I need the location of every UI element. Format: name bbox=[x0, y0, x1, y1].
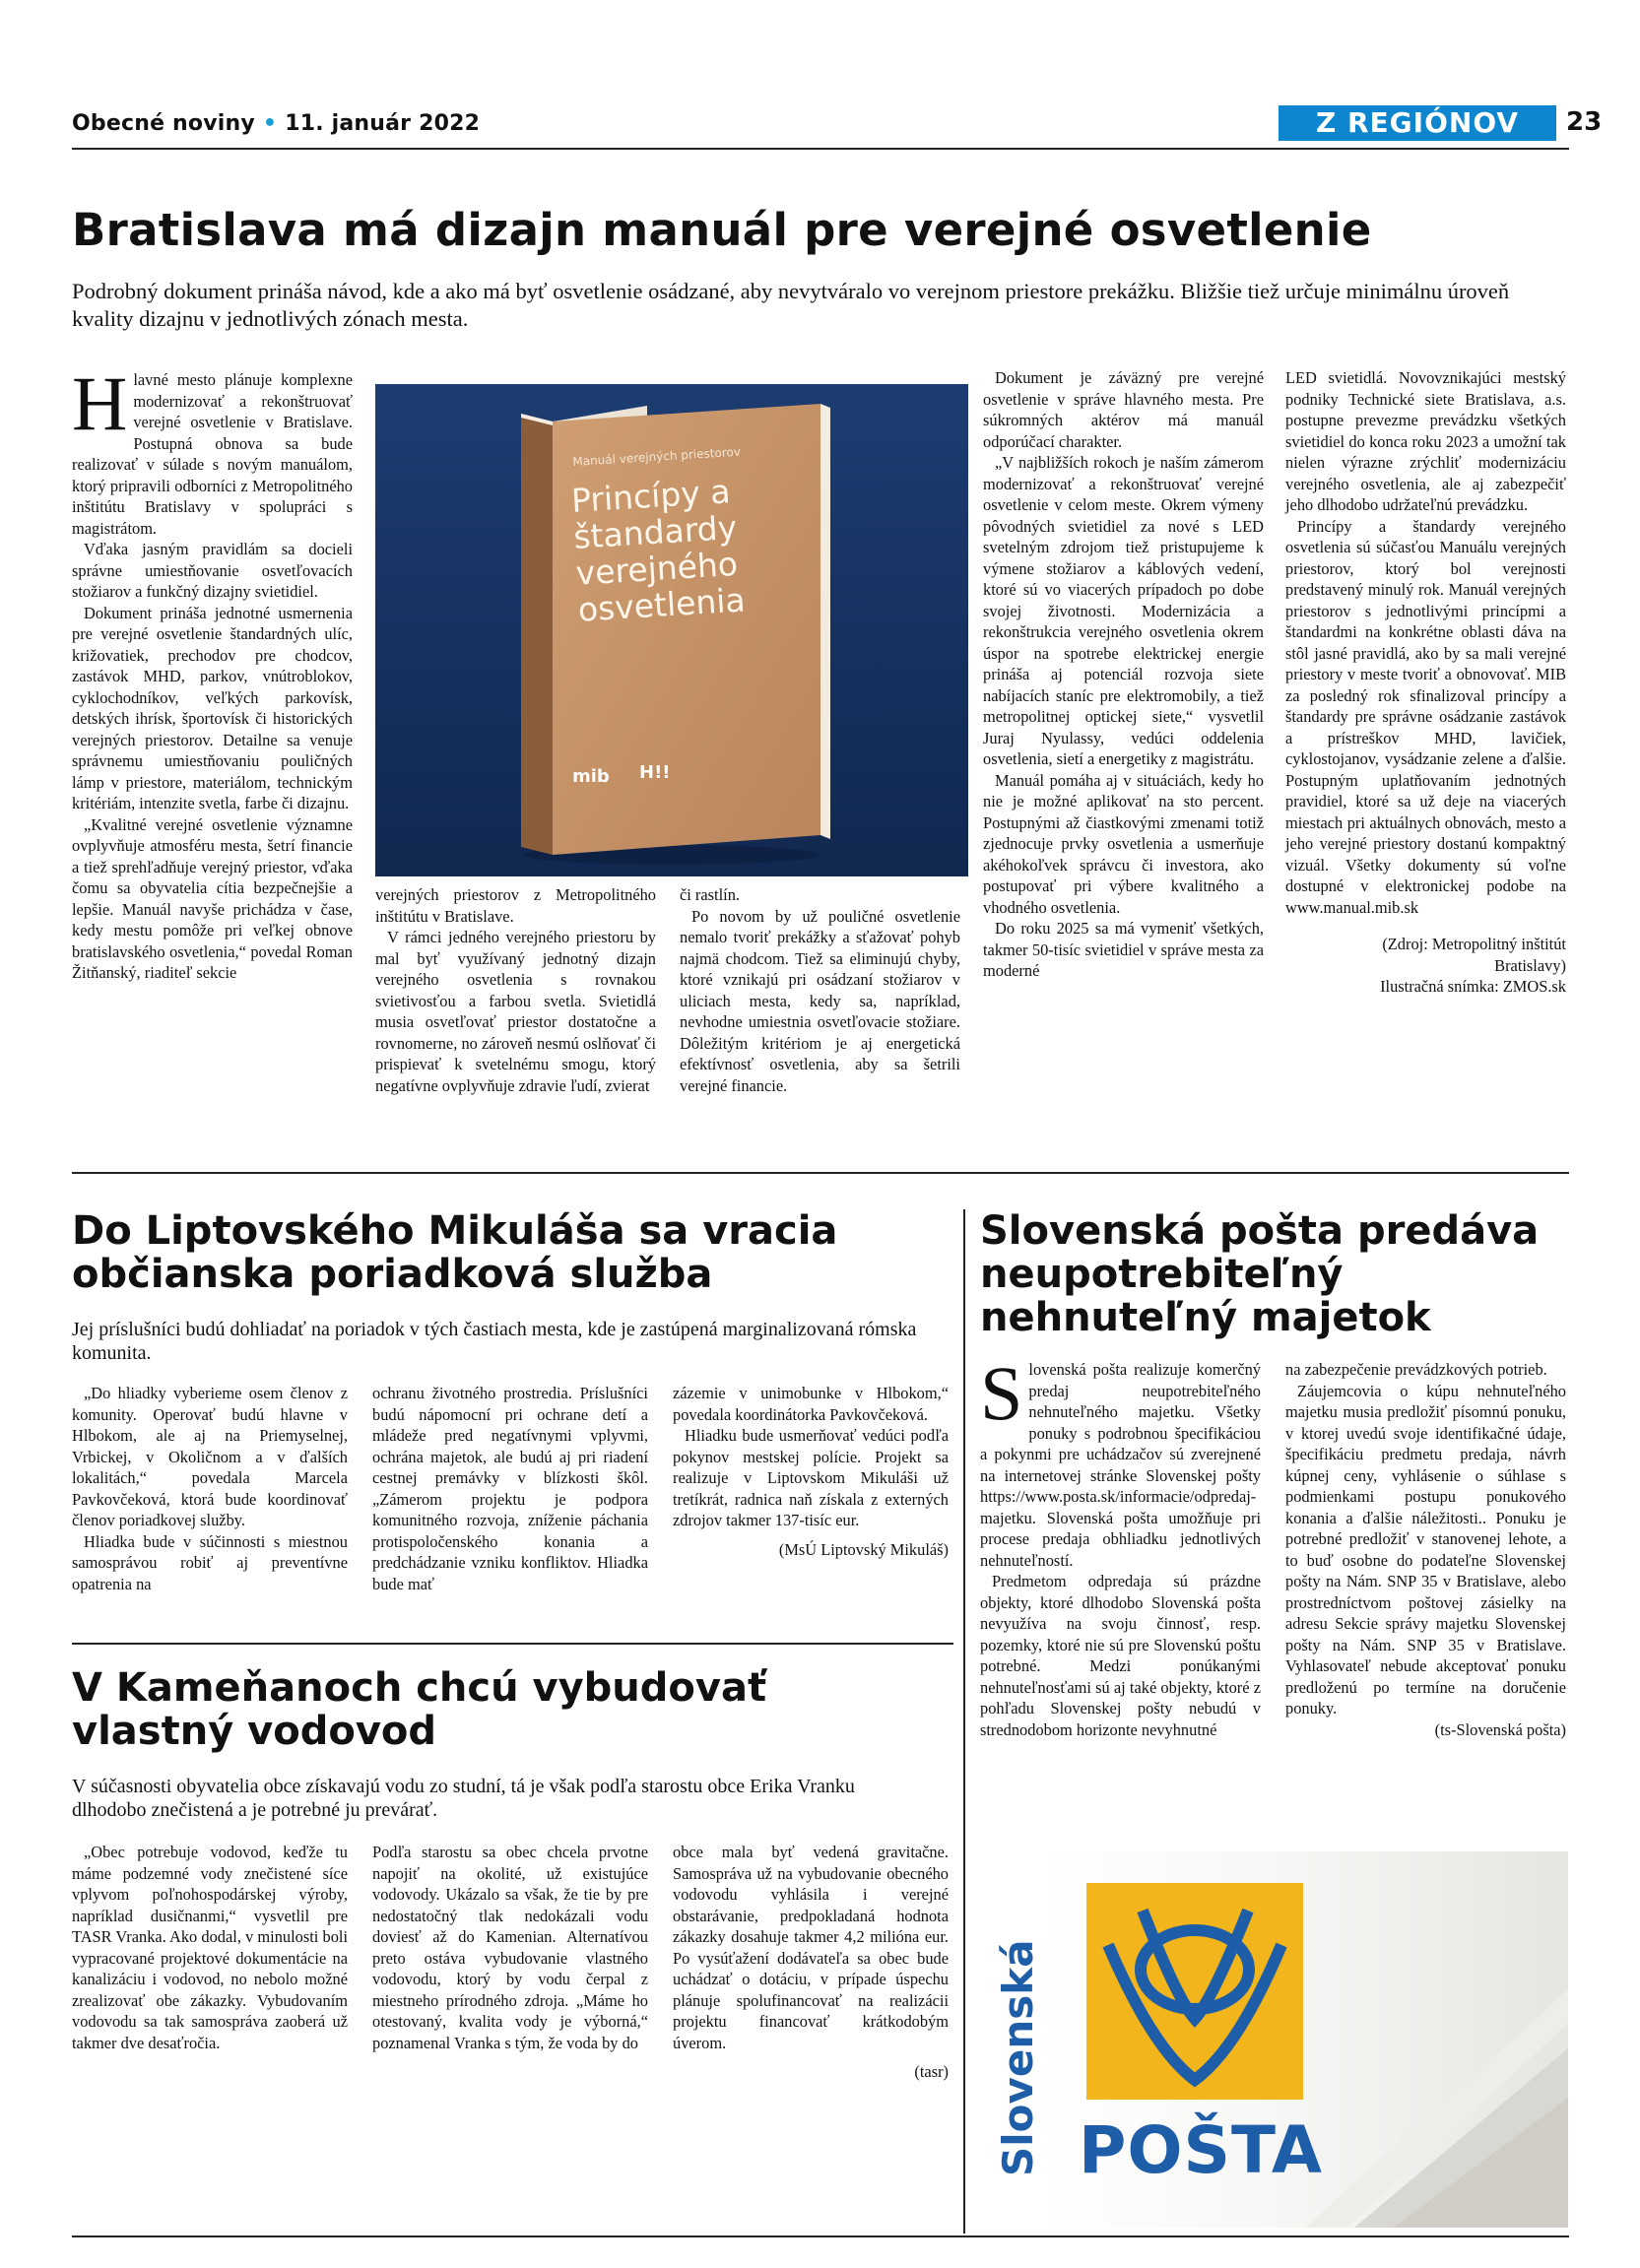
paper-name: Obecné noviny bbox=[72, 111, 255, 136]
article2-lede: Jej príslušníci budú dohliadať na poriadok v tých častiach mesta, kde je zastúpená marginalizovaná rómska komunita. bbox=[72, 1319, 917, 1364]
paragraph: Vďaka jasným pravidlám sa docieli správne umiestňovanie osvetľovacích stožiarov a funkčný dizajny svietidiel. bbox=[72, 540, 353, 601]
paragraph: ochranu životného prostredia. Príslušníci budú nápomocní pri ochrane detí a mládeže pred negatívnymi vplyvmi, ochrána majetok, ale budú aj pri riadení cestnej premávky v blízkosti škôl. „Zámerom projektu je podpora komunitného rozvoja, zníženie páchania protispoločenského konania a predchádzanie vzniku konfliktov. Hliadka bude mať bbox=[372, 1384, 648, 1593]
paragraph: zázemie v unimobunke v Hlbokom,“ povedala koordinátorka Pavkovčeková. bbox=[673, 1384, 949, 1424]
paragraph: či rastlín. bbox=[680, 885, 740, 904]
paragraph: verejných priestorov z Metropolitného inštitútu v Bratislave. bbox=[375, 885, 656, 926]
column-divider bbox=[963, 1209, 965, 2234]
paragraph: Dokument prináša jednotné usmernenia pre verejné osvetlenie štandardných ulíc, križovatiek, prechodov pre chodcov, zastávok MHD, parkov, vnútroblokov, cyklochodníkov, veľkých parkovísk, detských ihrísk, športovísk či historických verejných priestorov. Detailne sa venuje správnemu umiestňovaniu pouličných lámp v priestore, materiálom, technickým kritériám, intenzite svetla, farbe či dizajnu. bbox=[72, 603, 353, 812]
paragraph: Po novom by už pouličné osvetlenie nemalo tvoriť prekážky a sťažovať pohyb najmä chodcom. Tiež sa eliminujú chyby, ktoré vznikajú pri osádzaní stožiarov v uliciach mesta, kedy sa, napríklad, nevhodne umiestnia osvetľovacie stožiare. Dôležitým kritériom je aj energetická efektívnosť osvetlenia, aby sa šetrili verejné financie. bbox=[680, 906, 960, 1095]
section-label: Z REGIÓNOV bbox=[1279, 105, 1556, 141]
divider-rule bbox=[72, 1643, 953, 1645]
page-number: 23 bbox=[1566, 107, 1603, 137]
article4-col1 bbox=[980, 1350, 1261, 1740]
article2-source: (MsÚ Liptovský Mikuláš) bbox=[778, 1539, 949, 1559]
posta-word: POŠTA bbox=[1079, 2112, 1323, 2188]
article4-source: (ts-Slovenská pošta) bbox=[1434, 1719, 1566, 1739]
posta-logo-photo bbox=[980, 1851, 1568, 2228]
article3-col2 bbox=[372, 1842, 648, 2053]
article4-dropcap: S bbox=[980, 1350, 1023, 1436]
article1-source: (Zdroj: Metropolitný inštitút Bratislavy) bbox=[1382, 935, 1566, 975]
article2-col3 bbox=[673, 1383, 949, 1560]
book-subtitle: Manuál verejných priestorov bbox=[572, 444, 742, 469]
article1-col2 bbox=[375, 884, 656, 1096]
paragraph: obce mala byť vedená gravitačne. Samospráva už na vybudovanie obecného vodovodu vyhlásila i verejné obstarávanie, predpokladaná hodnota zákazky dosahuje takmer 4,2 milióna eur. Po vysúťažení dodávateľa sa obec bude uchádzať o dotáciu, v prípade úspechu plánuje spolufinancovať na realizácii projektu financovať krátkodobým úverom. bbox=[673, 1843, 949, 2052]
separator-dot: • bbox=[262, 111, 278, 136]
paragraph: „Obec potrebuje vodovod, keďže tu máme podzemné vody znečistené síce vplyvom poľnohospodárskej výroby, napríklad dusičnanmi,“ vysvetlil pre TASR Vranka. Ako dodal, v minulosti boli vypracované projektové dokumentácie na kanalizáciu i vodovod, no nebolo možné zrealizovať obe zákazky. Vybudovaním vodovodu sa tak samospráva zaoberá už takmer dve desaťročia. bbox=[72, 1843, 348, 2052]
article1-headline: Bratislava má dizajn manuál pre verejné osvetlenie bbox=[72, 204, 1372, 256]
article3-col3 bbox=[673, 1842, 949, 2083]
article3-source: (tasr) bbox=[914, 2062, 949, 2081]
paragraph: Podľa starostu sa obec chcela prvotne napojiť na okolité, už existujúce vodovody. Ukázalo sa však, že tie by pre nedostatočný tlak nedokázali vodu doviesť až do Kamenian. Alternatívou preto ostáva vybudovanie vlastného vodovodu, ktorý by vodu čerpal z miestneho prírodného zdroja. „Máme ho otestovaný, kvalita vody je výborná,“ poznamenal Vranka s tým, že voda by do bbox=[372, 1843, 648, 2052]
masthead bbox=[72, 105, 1603, 145]
book-logo-left: mib bbox=[572, 766, 610, 787]
paragraph: Záujemcovia o kúpu nehnuteľného majetku musia predložiť písomnú ponuku, v ktorej uvedú svoje identifikačné údaje, špecifikáciu predmetu predaja, návrh kúpnej ceny, vyhlásenie o súhlase s podmienkami postupu ponukového konania a ďalšie náležitosti.. Ponuku je potrebné predložiť v stanovenej lehote, a to buď osobne do podateľne Slovenskej pošty na Nám. SNP 35 v Bratislave, alebo prostredníctvom poštovej zásielky na adresu Sekcie správy majetku Slovenskej pošty na Nám. SNP 35 v Bratislave. Vyhlasovateľ nebude akceptovať ponuku predloženú po termíne na doručenie ponuky. bbox=[1285, 1381, 1566, 1717]
paragraph: Princípy a štandardy verejného osvetlenia sú súčasťou Manuálu verejných priestorov, ktorý bol verejnosti predstavený minulý rok. Manuál verejných priestorov s jednotlivými princípmi a štandardmi na konkrétne oblasti dáva na stôl jasné pravidlá, ako by sa mali verejné priestory v meste tvoriť a obnovovať. MIB za posledný rok sfinalizoval princípy a štandardy pre správne osádzanie zastávok a prístreškov MHD, lavičiek, cyklostojanov, vysádzanie zelene a ďalšie. Postupným uplatňovaním jednotných pravidiel, ktoré sa už deje na viacerých miestach pri aktuálnych obnovách, mesto a jeho verejné priestory dostanú kompaktný vizuál. Všetky dokumenty sú voľne dostupné v elektronickej podobe na www.manual.mib.sk bbox=[1285, 516, 1566, 917]
article1-col1 bbox=[72, 360, 353, 984]
article2-col1 bbox=[72, 1383, 348, 1594]
article4-col2 bbox=[1285, 1359, 1566, 1740]
article1-col5 bbox=[1285, 367, 1566, 998]
paragraph: Dokument je záväzný pre verejné osvetlenie v správe hlavného mesta. Pre súkromných aktérov má manuál odporúčací charakter. bbox=[983, 368, 1264, 451]
paragraph: Do roku 2025 sa má vymeniť všetkých, takmer 50-tisíc svietidiel v správe mesta za moderné bbox=[983, 919, 1264, 980]
issue-date: 11. január 2022 bbox=[285, 111, 481, 136]
bottom-rule bbox=[72, 2236, 1569, 2237]
paragraph: LED svietidlá. Novovznikajúci mestský podniky Technické siete Bratislava, a.s. postupne prevezme prevádzku všetkých svietidiel do konca roku 2023 a umožní tak nielen výrazne zrýchliť modernizáciu verejného osvetlenia, ale aj zabezpečiť jeho dlhodobo udržateľnú prevádzku. bbox=[1285, 368, 1566, 514]
paragraph: V rámci jedného verejného priestoru by mal byť využívaný jednotný dizajn verejného osvetlenia s rovnakou svietivosťou a farbou svetla. Svietidlá musia osvetľovať priestor dostatočne a rovnomerne, no zároveň nesmú oslňovať či prispievať k svetelnému smogu, ktorý negatívne ovplyvňuje zdravie ľudí, zvierat bbox=[375, 928, 656, 1095]
paragraph: „Kvalitné verejné osvetlenie významne ovplyvňuje atmosféru mesta, šetrí financie a tiež sprehľadňuje verejný priestor, vďaka čomu sa obyvatelia cítia bezpečnejšie a lepšie. Manuál navyše prichádza v čase, kedy mestu pomôže pri veľkej obnove bratislavského osvetlenia,“ povedal Roman Žitňanský, riaditeľ sekcie bbox=[72, 814, 353, 982]
paper-info bbox=[72, 111, 480, 136]
book-photo bbox=[375, 384, 968, 876]
top-rule bbox=[72, 148, 1569, 150]
article4-headline: Slovenská pošta predáva neupotrebiteľný nehnuteľný majetok bbox=[980, 1208, 1540, 1340]
posta-vertical-text: Slovenská bbox=[994, 1939, 1042, 2176]
paragraph: Hliadku bude usmerňovať vedúci podľa pokynov mestskej polície. Projekt sa realizuje v Liptovskom Mikuláši už tretíkrát, radnica naň získala z externých zdrojov takmer 137-tisíc eur. bbox=[673, 1426, 949, 1529]
paragraph: Predmetom odpredaja sú prázdne objekty, ktoré dlhodobo Slovenská pošta nevyužíva na svoju činnosť, resp. pozemky, ktoré nie sú pre Slovenskú poštu potrebné. Medzi ponúkanými nehnuteľnosťami sú aj také objekty, ktoré z pohľadu Slovenskej pošty nebudú v strednodobom horizonte nevyhnutné bbox=[980, 1572, 1261, 1739]
article1-col4 bbox=[983, 367, 1264, 982]
book-logo-right: H!! bbox=[639, 762, 671, 783]
paragraph: lavné mesto plánuje komplexne modernizovať a rekonštruovať verejné osvetlenie v Bratislave. Postupná obnova sa bude realizovať v súlade s novým manuálom, ktorý pripravili odborníci z Metropolitného inštitútu Bratislavy v spolupráci s magistrátom. bbox=[72, 370, 353, 538]
article3-col1 bbox=[72, 1842, 348, 2053]
paragraph: Manuál pomáha aj v situáciách, kedy ho nie je možné aplikovať na sto percent. Postupnými až čiastkovými zmenami totiž zjednocuje prvky osvetlenia a usmerňuje akéhokoľvek správcu či investora, ako postupovať pri výbere kvalitného a vhodného osvetlenia. bbox=[983, 770, 1264, 917]
photo-credit: Ilustračná snímka: ZMOS.sk bbox=[1380, 977, 1566, 996]
article1-col3 bbox=[680, 884, 960, 1096]
article2-col2 bbox=[372, 1383, 648, 1594]
book-title: Princípy a štandardy verejného osvetlenia bbox=[569, 472, 747, 629]
article2-headline: Do Liptovského Mikuláša sa vracia občianska poriadková služba bbox=[72, 1208, 838, 1297]
article1-lede: Podrobný dokument prináša návod, kde a ako má byť osvetlenie osádzané, aby nevytváralo vo verejnom priestore prekážku. Bližšie tiež určuje minimálnu úroveň kvality dizajnu v jednotlivých zónach mesta. bbox=[72, 279, 1510, 332]
paragraph: lovenská pošta realizuje komerčný predaj neupotrebiteľného nehnuteľného majetku. Všetky ponuky s podrobnou špecifikáciou a pokynmi pre uchádzačov sú zverejnené na internetovej stránke Slovenskej pošty https://www.posta.sk/informacie/odpredaj-majetku. Slovenská pošta umožňuje pri procese predaja obhliadku jednotlivých nehnuteľností. bbox=[980, 1360, 1261, 1570]
paragraph: na zabezpečenie prevádzkových potrieb. bbox=[1285, 1360, 1547, 1379]
article3-lede: V súčasnosti obyvatelia obce získavajú vodu zo studní, tá je však podľa starostu obce Erika Vranku dlhodobo znečistená a je potrebné ju prevárať. bbox=[72, 1776, 855, 1821]
paragraph: „Do hliadky vyberieme osem členov z komunity. Operovať budú hlavne v Hlbokom, ale aj na Priemyselnej, Vrbickej, v Okoličnom a v ďalších lokalitách,“ povedala Marcela Pavkovčeková, ktorá bude koordinovať členov poriadkovej služby. bbox=[72, 1384, 348, 1529]
paragraph: Hliadka bude v súčinnosti s miestnou samosprávou robiť aj preventívne opatrenia na bbox=[72, 1531, 348, 1593]
article3-headline: V Kameňanoch chcú vybudovať vlastný vodovod bbox=[72, 1665, 767, 1754]
divider-rule bbox=[72, 1172, 1569, 1174]
article1-dropcap: H bbox=[72, 360, 128, 446]
paragraph: „V najbližších rokoch je naším zámerom modernizovať a rekonštruovať verejné osvetlenie v celom meste. Okrem výmeny pôvodných svietidiel za nové s LED svetelným zdrojom tiež pristupujeme k výmene stožiarov a káblových vedení, ktoré sú vo viacerých prípadoch po dobe svojej životnosti. Modernizácia a rekonštrukcia verejného osvetlenia okrem úspor na spotrebe elektrickej energie prináša aj potenciál rozvoja siete nabíjacích staníc pre elektromobily, a tiež metropolitnej optickej siete,“ vysvetlil Juraj Nyulassy, vedúci oddelenia osvetlenia, sietí a energetiky z magistrátu. bbox=[983, 453, 1264, 768]
